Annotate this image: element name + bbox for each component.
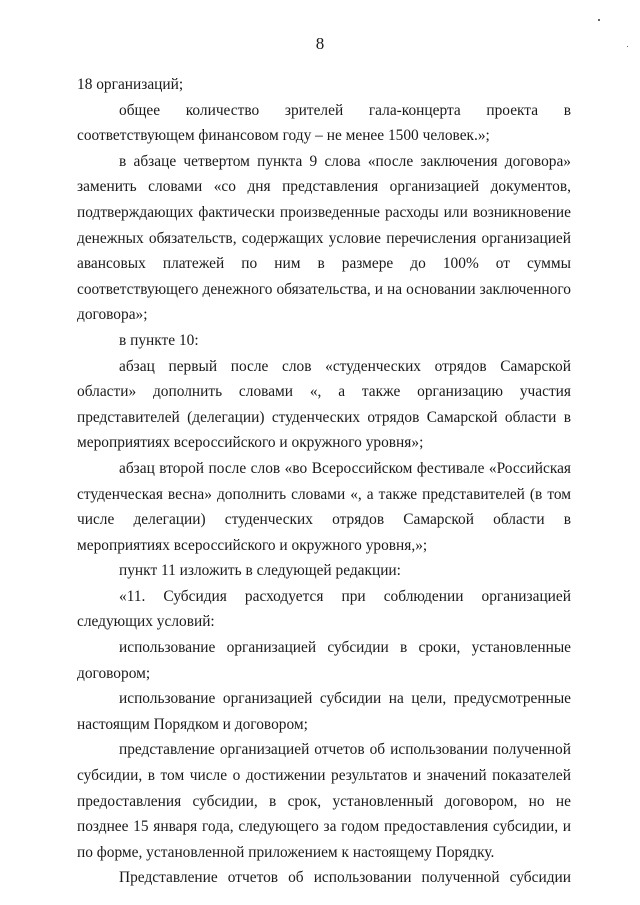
document-body: [77, 72, 571, 891]
paragraph-10: использование организацией субсидии на цели, предусмотренные настоящим Порядком и договором;: [77, 690, 571, 733]
paragraph-11: представление организацией отчетов об использовании полученной субсидии, в том числе о достижении результатов и значений показателей предоставления субсидии, в срок, установленный договором, но не позднее 15 января года, следующего за годом предоставления субсидии, и по форме, установленной приложением к настоящему Порядку.: [77, 741, 571, 861]
paragraph-3: в абзаце четвертом пункта 9 слова «после заключения договора» заменить словами «со дня представления организацией документов, подтверждающих фактически произведенные расходы или возникновение денежных обязательств, содержащих условие перечисления организацией авансовых платежей по ним в размере до 100% от суммы соответствующего денежного обязательства, и на основании заключенного договора»;: [77, 152, 571, 324]
scan-speck: [627, 46, 628, 47]
page-number: 8: [315, 34, 325, 53]
paragraph-6: абзац второй после слов «во Всероссийском фестивале «Российская студенческая весна» дополнить словами «, а также представителей (в том числе делегации) студенческих отрядов Самарской области в мероприятиях всероссийского и окружного уровня,»;: [77, 459, 571, 554]
paragraph-7: пункт 11 изложить в следующей редакции:: [119, 562, 401, 580]
paragraph-5: абзац первый после слов «студенческих отрядов Самарской области» дополнить словами «, а также организацию участия представителей (делегации) студенческих отрядов Самарской области в мероприятиях всероссийского и окружного уровня»;: [77, 357, 571, 452]
paragraph-8: «11. Субсидия расходуется при соблюдении организацией следующих условий:: [77, 587, 571, 631]
paragraph-9: использование организацией субсидии в сроки, установленные договором;: [77, 639, 571, 682]
paragraph-12: Представление отчетов об использовании полученной субсидии: [119, 869, 571, 887]
paragraph-4: в пункте 10:: [119, 331, 199, 349]
paragraph-2: общее количество зрителей гала-концерта проекта в соответствующем финансовом году – не менее 1500 человек.»;: [77, 101, 571, 145]
scan-speck: [598, 19, 600, 21]
paragraph-1: 18 организаций;: [77, 76, 184, 93]
